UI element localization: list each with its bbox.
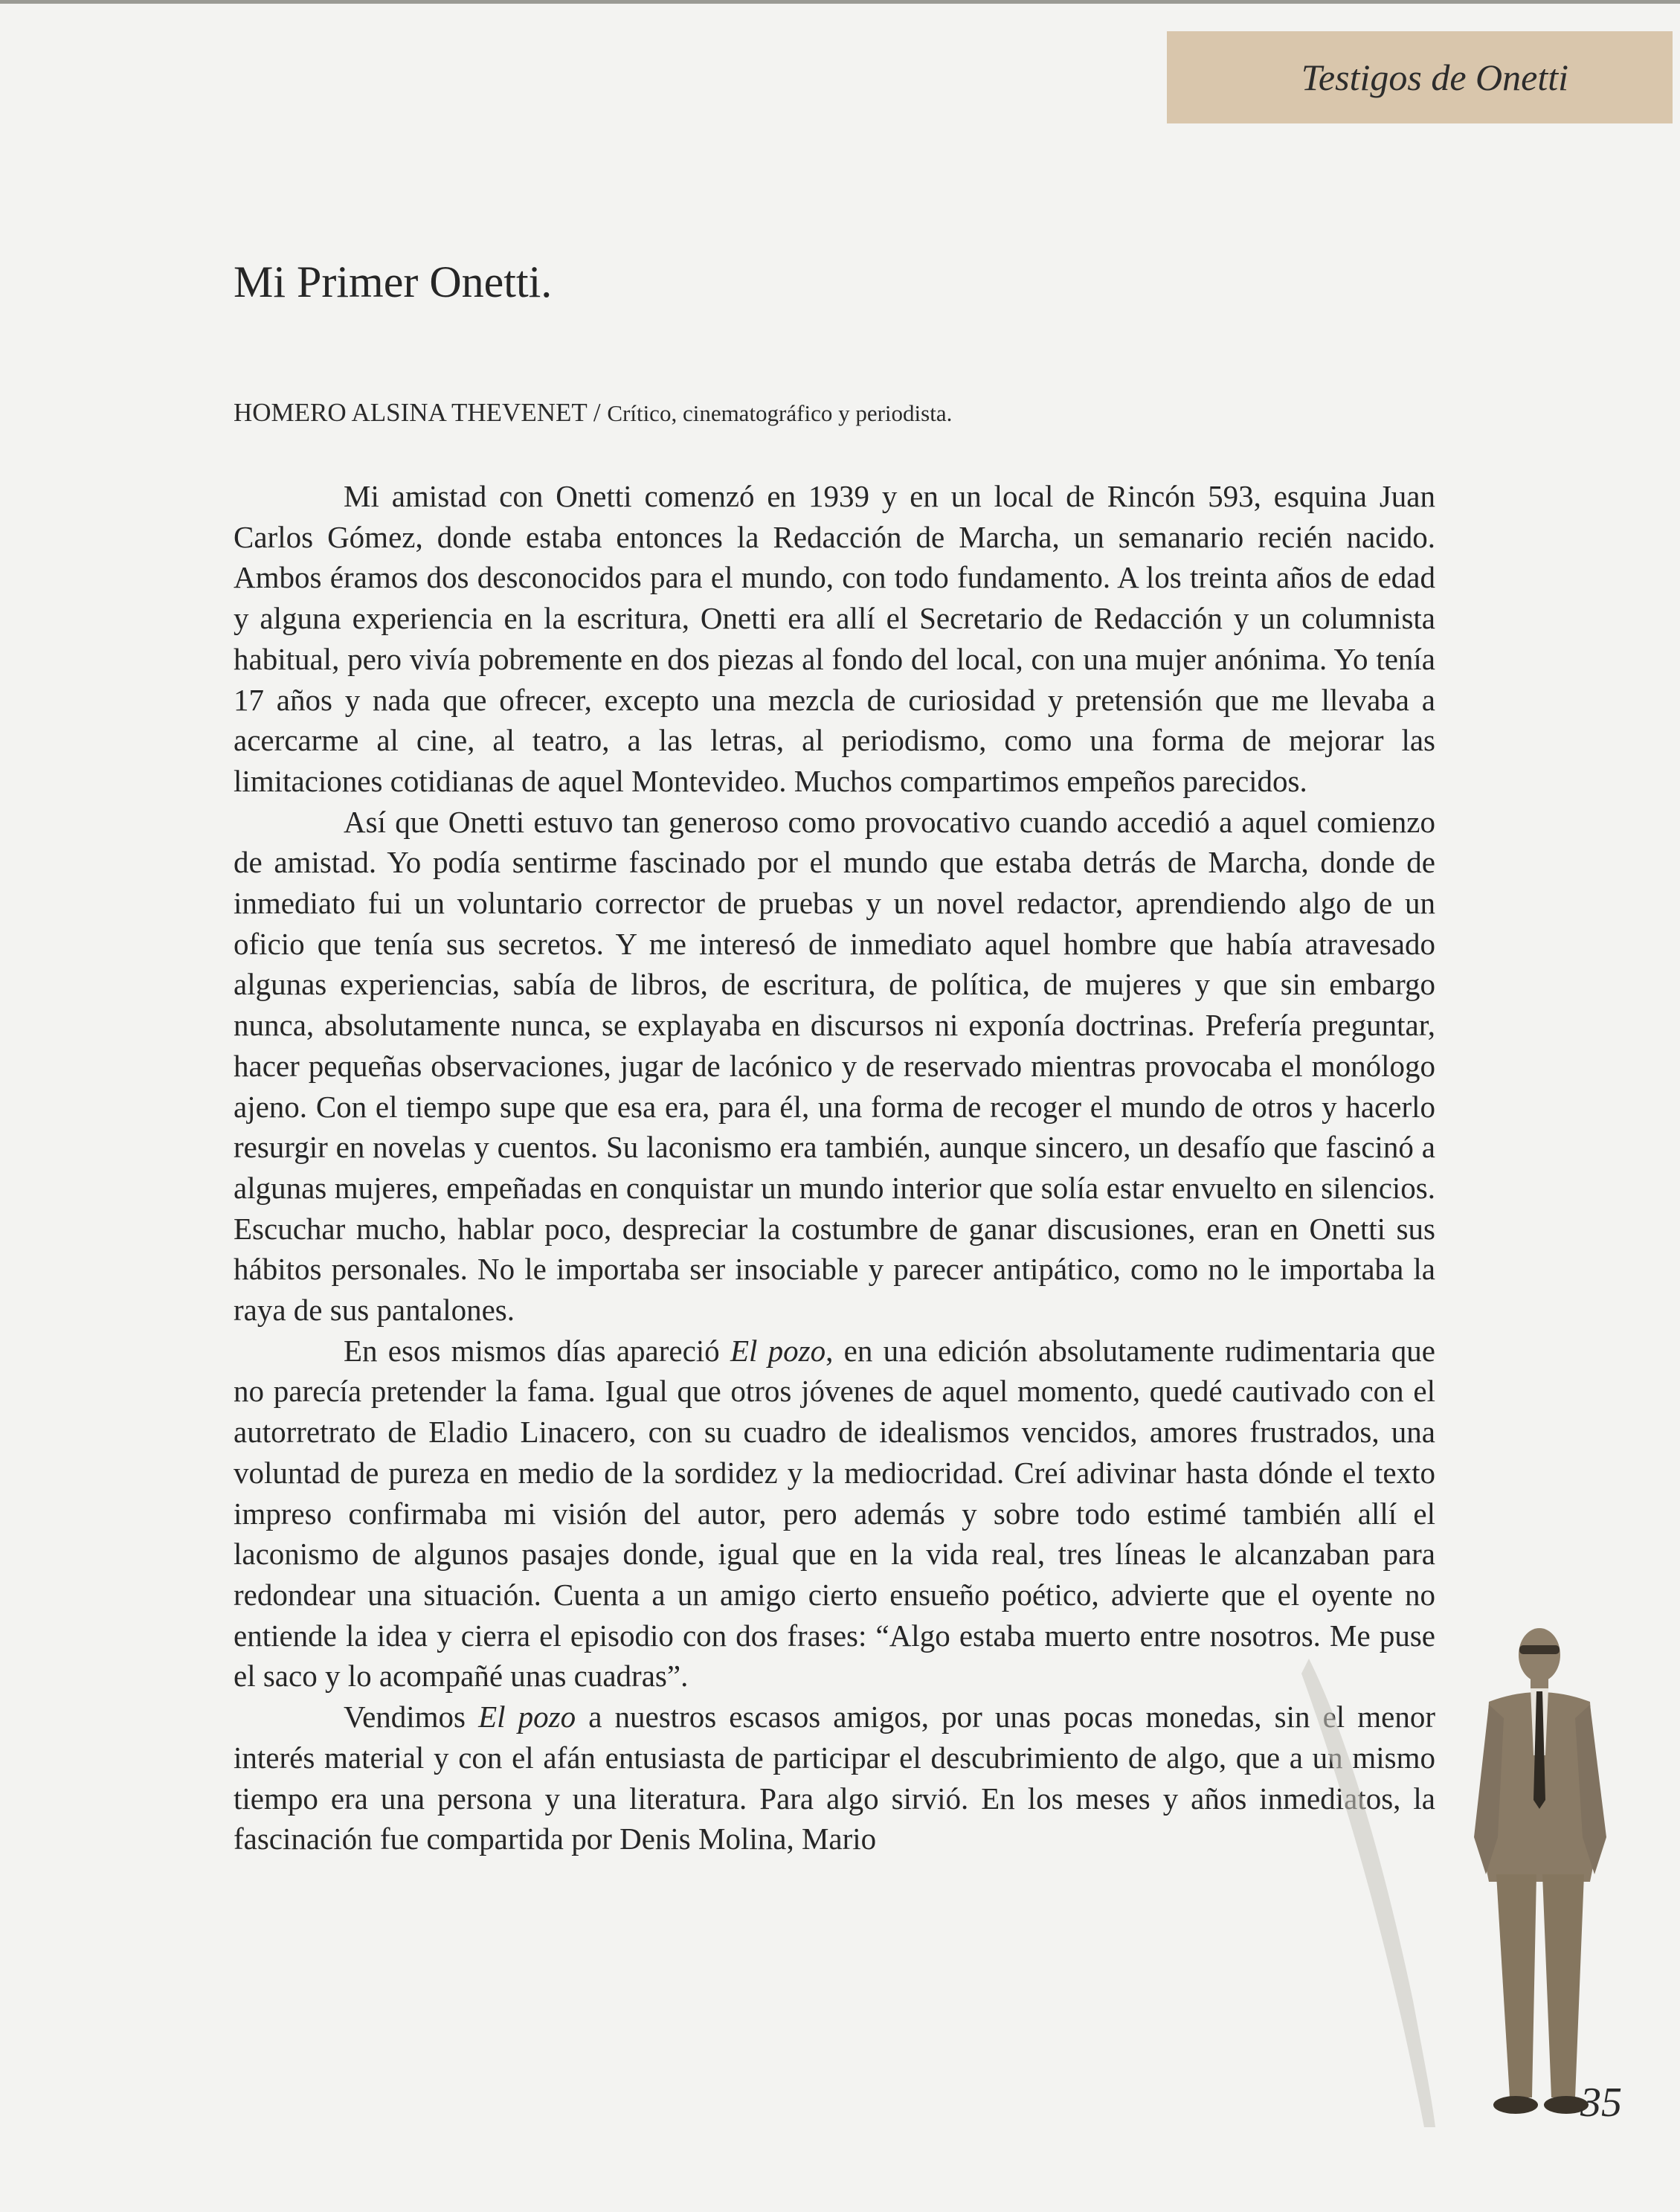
article-body xyxy=(234,476,1435,1859)
paragraph-4-rest: a nuestros escasos amigos, por unas pocas monedas, sin el menor interés material y con el afán entusiasta de participar el descubrimiento de algo, que a un mismo tiempo era una persona y una literatura. Para algo sirvió. En los meses y años inmediatos, la fascinación fue compartida por Denis Molina, Mario xyxy=(234,1700,1436,1856)
author-name: HOMERO ALSINA THEVENET xyxy=(234,398,588,427)
byline xyxy=(234,398,952,428)
article-title: Mi Primer Onetti. xyxy=(234,257,553,306)
paragraph-4 xyxy=(234,1697,1435,1859)
paragraph-3-rest: , en una edición absolutamente rudimentaria que no parecía pretender la fama. Igual que otros jóvenes de aquel momento, quedé cautivado con el autorretrato de Eladio Linacero, con su cuadro de idealismos vencidos, amores frustrados, una voluntad de pureza en medio de la sordidez y la mediocridad. Creí adivinar hasta dónde el texto impreso confirmaba mi visión del autor, pero además y sobre todo estimé también allí el laconismo de algunos pasajes donde, igual que en la vida real, tres líneas le alcanzaban para redondear una situación. Cuenta a un amigo cierto ensueño poético, advierte que el oyente no entiende la idea y cierra el episodio con dos frases: “Algo estaba muerto entre nosotros. Me puse el saco y lo acompañé unas cuadras”. xyxy=(234,1333,1435,1694)
book-title: El pozo xyxy=(730,1333,826,1368)
page-top-edge xyxy=(0,0,1680,4)
paragraph-1: Mi amistad con Onetti comenzó en 1939 y en un local de Rincón 593, esquina Juan Carlos Gómez, donde estaba entonces la Redacción de Marcha, un semanario recién nacido. Ambos éramos dos desconocidos para el mundo, con todo fundamento. A los treinta años de edad y alguna experiencia en la escritura, Onetti era allí el Secretario de Redacción y un columnista habitual, pero vivía pobremente en dos piezas al fondo del local, con una mujer anónima. Yo tenía 17 años y nada que ofrecer, excepto una mezcla de curiosidad y pretensión que me llevaba a acercarme al cine, al teatro, a las letras, al periodismo, como una forma de mejorar las limitaciones cotidianas de aquel Montevideo. Muchos compartimos empeños parecidos. xyxy=(234,479,1435,798)
byline-separator: / xyxy=(593,398,601,427)
section-header-tab xyxy=(1167,31,1673,123)
paragraph-3-start: En esos mismos días apareció xyxy=(344,1333,730,1368)
section-label: Testigos de Onetti xyxy=(1301,57,1568,98)
standing-man-photo xyxy=(1294,1614,1636,2135)
paragraph-4-start: Vendimos xyxy=(344,1700,479,1734)
author-role: Crítico, cinematográfico y periodista. xyxy=(607,400,953,426)
paragraph-2: Así que Onetti estuvo tan generoso como provocativo cuando accedió a aquel comienzo de amistad. Yo podía sentirme fascinado por el mundo que estaba detrás de Marcha, donde de inmediato fui un voluntario corrector de pruebas y un novel redactor, aprendiendo algo de un oficio que tenía sus secretos. Y me interesó de inmediato aquel hombre que había atravesado algunas experiencias, sabía de libros, de escritura, de política, de mujeres y que sin embargo nunca, absolutamente nunca, se explayaba en discursos ni exponía doctrinas. Prefería preguntar, hacer pequeñas observaciones, jugar de lacónico y de reservado mientras provocaba el monólogo ajeno. Con el tiempo supe que esa era, para él, una forma de recoger el mundo de otros y hacerlo resurgir en novelas y cuentos. Su laconismo era también, aunque sincero, un desafío que fascinó a algunas mujeres, empeñadas en conquistar un mundo interior que solía estar envuelto en silencios. Escuchar mucho, hablar poco, despreciar la costumbre de ganar discusiones, eran en Onetti sus hábitos personales. No le importaba ser insociable y parecer antipático, como no le importaba la raya de sus pantalones. xyxy=(234,804,1435,1328)
page-number: 35 xyxy=(1580,2080,1622,2126)
book-title: El pozo xyxy=(478,1700,576,1734)
paragraph-3 xyxy=(234,1331,1435,1697)
